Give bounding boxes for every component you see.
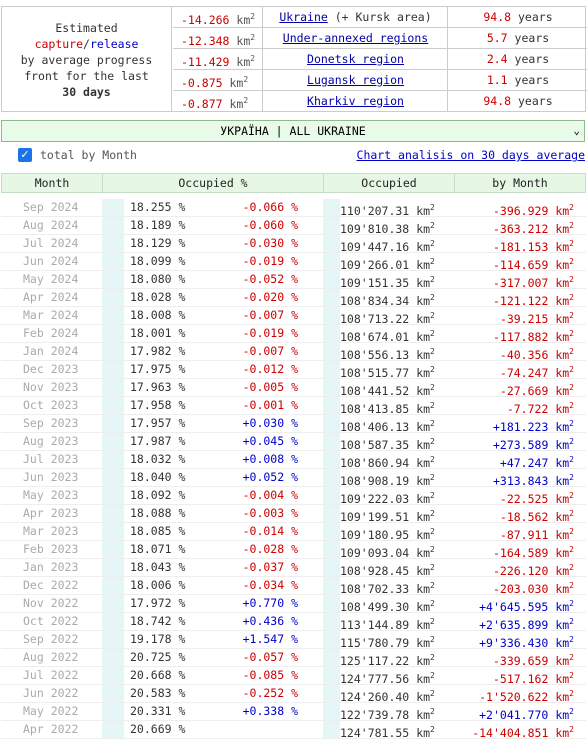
cell-occupied-pct: 18.099 % [130,254,186,268]
cell-occupied: 124'777.56 $km^2$ [340,671,435,686]
cell-spacer [102,505,124,522]
summary-years: 5.7 years [486,31,550,45]
cell-month: Nov 2023 [23,380,79,394]
cell-occupied: 115'780.79 $km^2$ [340,635,435,650]
cell-by-month: +2'635.899 $km^2$ [479,617,574,632]
summary-km: -14.266 $km^2$ [173,7,263,27]
cell-spacer [323,451,340,468]
cell-by-month: -7.722 $km^2$ [506,401,574,416]
cell-delta-pct: -0.003 % [242,506,298,520]
cell-by-month: -74.247 $km^2$ [499,365,574,380]
cell-by-month: -226.120 $km^2$ [492,563,574,578]
cell-month: Jan 2023 [23,560,79,574]
cell-delta-pct: -0.060 % [242,218,298,232]
cell-occupied: 124'781.55 $km^2$ [340,725,435,740]
cell-spacer [102,721,124,738]
cell-delta-pct: +0.008 % [242,452,298,466]
cell-spacer [102,487,124,504]
cell-month: Feb 2023 [23,542,79,556]
cell-occupied: 108'713.22 $km^2$ [340,311,435,326]
cell-delta-pct: +0.770 % [242,596,298,610]
cell-month: Jan 2024 [23,344,79,358]
cell-occupied: 108'413.85 $km^2$ [340,401,435,416]
summary-region [264,91,448,111]
summary-region: Ukraine (+ Kursk area) [264,7,448,27]
cell-spacer [323,523,340,540]
cell-spacer [323,271,340,288]
cell-spacer [323,721,340,738]
cell-delta-pct: -0.012 % [242,362,298,376]
summary-region [264,49,448,69]
cell-spacer [323,235,340,252]
cell-occupied-pct: 17.987 % [130,434,186,448]
cell-by-month: -396.929 $km^2$ [492,203,574,218]
summary-years: 94.8 years [483,94,553,108]
cell-occupied: 108'441.52 $km^2$ [340,383,435,398]
cell-month: Jul 2024 [23,236,79,250]
cell-occupied-pct: 18.028 % [130,290,186,304]
region-link[interactable]: Kharkiv region [307,94,404,108]
cell-delta-pct: -0.004 % [242,488,298,502]
cell-spacer [102,577,124,594]
cell-by-month: -164.589 $km^2$ [492,545,574,560]
cell-delta-pct: -0.007 % [242,344,298,358]
cell-spacer [323,307,340,324]
table-row [1,559,586,577]
table-row [1,649,586,667]
cell-occupied: 108'702.33 $km^2$ [340,581,435,596]
cell-spacer [102,541,124,558]
cell-by-month: +313.843 $km^2$ [492,473,574,488]
estimate-line-3: by average progress [20,53,153,67]
table-row [1,325,586,343]
cell-delta-pct: -0.037 % [242,560,298,574]
cell-spacer [102,289,124,306]
total-by-month-checkbox[interactable]: ✓ [18,148,32,162]
cell-spacer [323,559,340,576]
cell-occupied: 109'447.16 $km^2$ [340,239,435,254]
cell-occupied-pct: 17.982 % [130,344,186,358]
cell-delta-pct: -0.052 % [242,272,298,286]
table-row [1,487,586,505]
cell-by-month: -363.212 $km^2$ [492,221,574,236]
summary-row [173,70,587,91]
cell-month: Sep 2023 [23,416,79,430]
cell-spacer [323,469,340,486]
cell-occupied: 109'222.03 $km^2$ [340,491,435,506]
chart-analysis-link[interactable]: Chart analisis on 30 days average [356,148,585,162]
table-row [1,235,586,253]
cell-spacer [323,415,340,432]
table-row [1,433,586,451]
summary-years: 2.4 years [486,52,550,66]
cell-occupied: 125'117.22 $km^2$ [340,653,435,668]
cell-by-month: +4'645.595 $km^2$ [479,599,574,614]
cell-spacer [323,325,340,342]
cell-by-month: -203.030 $km^2$ [492,581,574,596]
table-row [1,307,586,325]
cell-spacer [102,613,124,630]
cell-by-month: -1'520.622 $km^2$ [479,689,574,704]
cell-occupied: 108'556.13 $km^2$ [340,347,435,362]
cell-occupied: 110'207.31 $km^2$ [340,203,435,218]
summary-row [173,28,587,49]
cell-by-month: -39.215 $km^2$ [499,311,574,326]
cell-occupied-pct: 17.972 % [130,596,186,610]
cell-by-month: -181.153 $km^2$ [492,239,574,254]
cell-occupied-pct: 18.001 % [130,326,186,340]
cell-delta-pct: -0.019 % [242,326,298,340]
cell-spacer [323,505,340,522]
cell-month: Jul 2023 [23,452,79,466]
cell-spacer [102,235,124,252]
options-row [18,147,586,165]
cell-delta-pct: +0.436 % [242,614,298,628]
cell-occupied-pct: 17.958 % [130,398,186,412]
cell-delta-pct: -0.005 % [242,380,298,394]
cell-month: Jun 2023 [23,470,79,484]
region-link[interactable]: Donetsk region [307,52,404,66]
region-select[interactable] [1,120,585,142]
cell-occupied: 108'515.77 $km^2$ [340,365,435,380]
cell-month: Apr 2022 [23,722,79,736]
cell-spacer [323,703,340,720]
cell-by-month: -114.659 $km^2$ [492,257,574,272]
cell-occupied-pct: 17.957 % [130,416,186,430]
cell-occupied-pct: 18.189 % [130,218,186,232]
cell-spacer [102,415,124,432]
cell-occupied: 108'406.13 $km^2$ [340,419,435,434]
capture-word: capture [34,37,84,51]
table-row [1,685,586,703]
cell-by-month: +273.589 $km^2$ [492,437,574,452]
cell-spacer [323,253,340,270]
cell-occupied: 108'860.94 $km^2$ [340,455,435,470]
cell-occupied: 108'908.19 $km^2$ [340,473,435,488]
table-row [1,361,586,379]
cell-spacer [323,487,340,504]
cell-month: Dec 2023 [23,362,79,376]
table-row [1,703,586,721]
cell-spacer [323,613,340,630]
cell-occupied-pct: 18.008 % [130,308,186,322]
cell-occupied: 109'810.38 $km^2$ [340,221,435,236]
table-row [1,721,586,739]
summary-years: 1.1 years [486,73,550,87]
cell-occupied-pct: 20.583 % [130,686,186,700]
header-month: Month [2,174,103,192]
summary-row [173,49,587,70]
cell-spacer [102,595,124,612]
cell-spacer [102,217,124,234]
cell-spacer [102,433,124,450]
estimate-caption [2,7,172,111]
cell-occupied-pct: 18.043 % [130,560,186,574]
summary-km: -12.348 $km^2$ [173,28,263,48]
cell-spacer [102,397,124,414]
cell-occupied-pct: 18.088 % [130,506,186,520]
cell-spacer [323,361,340,378]
cell-occupied: 122'739.78 $km^2$ [340,707,435,722]
cell-month: Aug 2022 [23,650,79,664]
cell-by-month: -22.525 $km^2$ [499,491,574,506]
cell-occupied-pct: 18.092 % [130,488,186,502]
cell-by-month: +181.223 $km^2$ [492,419,574,434]
table-header [1,173,586,193]
cell-month: Jun 2022 [23,686,79,700]
table-row [1,613,586,631]
table-row [1,541,586,559]
cell-occupied: 113'144.89 $km^2$ [340,617,435,632]
table-row [1,397,586,415]
cell-spacer [323,595,340,612]
cell-month: May 2024 [23,272,79,286]
cell-occupied: 109'151.35 $km^2$ [340,275,435,290]
cell-month: Mar 2024 [23,308,79,322]
table-row [1,343,586,361]
cell-delta-pct: -0.019 % [242,254,298,268]
table-row [1,595,586,613]
cell-by-month: -27.669 $km^2$ [499,383,574,398]
cell-occupied-pct: 18.129 % [130,236,186,250]
cell-spacer [102,469,124,486]
cell-spacer [323,397,340,414]
cell-spacer [102,361,124,378]
cell-spacer [102,559,124,576]
summary-km: -0.875 $km^2$ [173,70,263,90]
cell-occupied: 124'260.40 $km^2$ [340,689,435,704]
summary-km: -11.429 $km^2$ [173,49,263,69]
cell-month: Oct 2022 [23,614,79,628]
monthly-table [1,199,586,739]
cell-month: Jul 2022 [23,668,79,682]
cell-delta-pct: -0.020 % [242,290,298,304]
cell-occupied: 109'180.95 $km^2$ [340,527,435,542]
capture-release-summary [1,6,586,112]
region-link[interactable]: Under-annexed regions [282,31,429,45]
cell-month: Apr 2024 [23,290,79,304]
cell-occupied: 108'499.30 $km^2$ [340,599,435,614]
cell-delta-pct: -0.085 % [242,668,298,682]
table-row [1,667,586,685]
cell-occupied-pct: 18.071 % [130,542,186,556]
cell-occupied-pct: 20.725 % [130,650,186,664]
cell-occupied-pct: 18.080 % [130,272,186,286]
cell-spacer [323,631,340,648]
estimate-line-1: Estimated [55,21,118,35]
cell-spacer [323,685,340,702]
cell-spacer [102,685,124,702]
table-row [1,577,586,595]
cell-by-month: -317.007 $km^2$ [492,275,574,290]
cell-month: May 2022 [23,704,79,718]
table-row [1,271,586,289]
cell-delta-pct: +0.052 % [242,470,298,484]
table-row [1,415,586,433]
cell-month: Nov 2022 [23,596,79,610]
table-row [1,253,586,271]
cell-spacer [102,199,124,216]
cell-month: Oct 2023 [23,398,79,412]
summary-km: -0.877 $km^2$ [173,91,263,111]
cell-delta-pct: -0.028 % [242,542,298,556]
cell-spacer [323,667,340,684]
cell-spacer [102,343,124,360]
cell-occupied-pct: 18.085 % [130,524,186,538]
cell-month: Feb 2024 [23,326,79,340]
cell-spacer [323,199,340,216]
table-row [1,199,586,217]
release-word: release [89,37,139,51]
cell-month: Mar 2023 [23,524,79,538]
cell-delta-pct [212,721,298,738]
cell-month: Dec 2022 [23,578,79,592]
cell-month: Aug 2023 [23,434,79,448]
cell-delta-pct: +1.547 % [242,632,298,646]
summary-region [264,28,448,48]
cell-by-month: -87.911 $km^2$ [499,527,574,542]
cell-delta-pct: +0.338 % [242,704,298,718]
cell-spacer [102,451,124,468]
cell-occupied: 108'674.01 $km^2$ [340,329,435,344]
cell-spacer [323,649,340,666]
cell-occupied-pct: 18.032 % [130,452,186,466]
estimate-line-4: front for the last [24,69,149,83]
cell-delta-pct: +0.045 % [242,434,298,448]
estimate-line-5: 30 days [62,85,111,99]
cell-month: Jun 2024 [23,254,79,268]
header-occupied-pct: Occupied % [103,174,324,192]
header-by-month: by Month [492,176,548,190]
cell-month: Sep 2022 [23,632,79,646]
table-row [1,217,586,235]
cell-spacer [323,379,340,396]
cell-month: Apr 2023 [23,506,79,520]
cell-occupied-pct: 20.331 % [130,704,186,718]
cell-spacer [323,217,340,234]
cell-by-month: -40.356 $km^2$ [499,347,574,362]
cell-occupied-pct: 20.669 % [130,722,186,736]
table-row [1,469,586,487]
cell-occupied: 109'093.04 $km^2$ [340,545,435,560]
cell-delta-pct: -0.014 % [242,524,298,538]
total-by-month-label: total by Month [40,148,137,162]
cell-spacer [102,307,124,324]
region-link[interactable]: Lugansk region [307,73,404,87]
cell-delta-pct: -0.007 % [242,308,298,322]
cell-occupied-pct: 20.668 % [130,668,186,682]
cell-spacer [102,523,124,540]
cell-spacer [102,379,124,396]
cell-occupied-pct: 17.975 % [130,362,186,376]
cell-by-month: -117.882 $km^2$ [492,329,574,344]
cell-occupied-pct: 18.742 % [130,614,186,628]
cell-spacer [102,703,124,720]
cell-occupied-pct: 19.178 % [130,632,186,646]
cell-by-month: -517.162 $km^2$ [492,671,574,686]
cell-delta-pct: -0.030 % [242,236,298,250]
cell-spacer [102,649,124,666]
header-occupied: Occupied [324,174,455,192]
cell-delta-pct: -0.252 % [242,686,298,700]
cell-delta-pct: -0.001 % [242,398,298,412]
cell-spacer [323,343,340,360]
cell-occupied-pct: 18.040 % [130,470,186,484]
summary-region [264,70,448,90]
cell-occupied-pct: 18.006 % [130,578,186,592]
cell-spacer [102,631,124,648]
cell-occupied: 108'928.45 $km^2$ [340,563,435,578]
table-row [1,451,586,469]
summary-row [173,7,587,28]
region-select-value: УКРАЇНА | ALL UKRAINE [220,124,366,138]
cell-spacer [102,667,124,684]
cell-occupied: 108'587.35 $km^2$ [340,437,435,452]
cell-by-month: +9'336.430 $km^2$ [479,635,574,650]
cell-spacer [323,289,340,306]
cell-delta-pct: -0.066 % [242,200,298,214]
slash: / [83,37,90,51]
table-row [1,505,586,523]
cell-delta-pct: -0.057 % [242,650,298,664]
table-row [1,379,586,397]
cell-spacer [102,253,124,270]
cell-spacer [323,577,340,594]
cell-by-month: +2'041.770 $km^2$ [479,707,574,722]
cell-occupied-pct: 18.255 % [130,200,186,214]
summary-row [173,91,587,112]
cell-month: Aug 2024 [23,218,79,232]
chevron-down-icon: ⌄ [573,124,580,137]
cell-spacer [323,541,340,558]
cell-occupied-pct: 17.963 % [130,380,186,394]
cell-by-month: +47.247 $km^2$ [499,455,574,470]
cell-delta-pct: -0.034 % [242,578,298,592]
cell-spacer [323,433,340,450]
cell-by-month: -339.659 $km^2$ [492,653,574,668]
table-row [1,631,586,649]
cell-occupied: 109'199.51 $km^2$ [340,509,435,524]
cell-spacer [102,325,124,342]
region-link[interactable]: Ukraine [279,10,328,24]
cell-by-month: -121.122 $km^2$ [492,293,574,308]
cell-by-month: -18.562 $km^2$ [499,509,574,524]
cell-delta-pct: +0.030 % [242,416,298,430]
cell-by-month: -14'404.851 $km^2$ [472,725,574,740]
cell-month: May 2023 [23,488,79,502]
table-row [1,289,586,307]
cell-spacer [102,271,124,288]
cell-occupied: 109'266.01 $km^2$ [340,257,435,272]
cell-occupied: 108'834.34 $km^2$ [340,293,435,308]
cell-month: Sep 2024 [23,200,79,214]
table-row [1,523,586,541]
summary-years: 94.8 years [483,10,553,24]
